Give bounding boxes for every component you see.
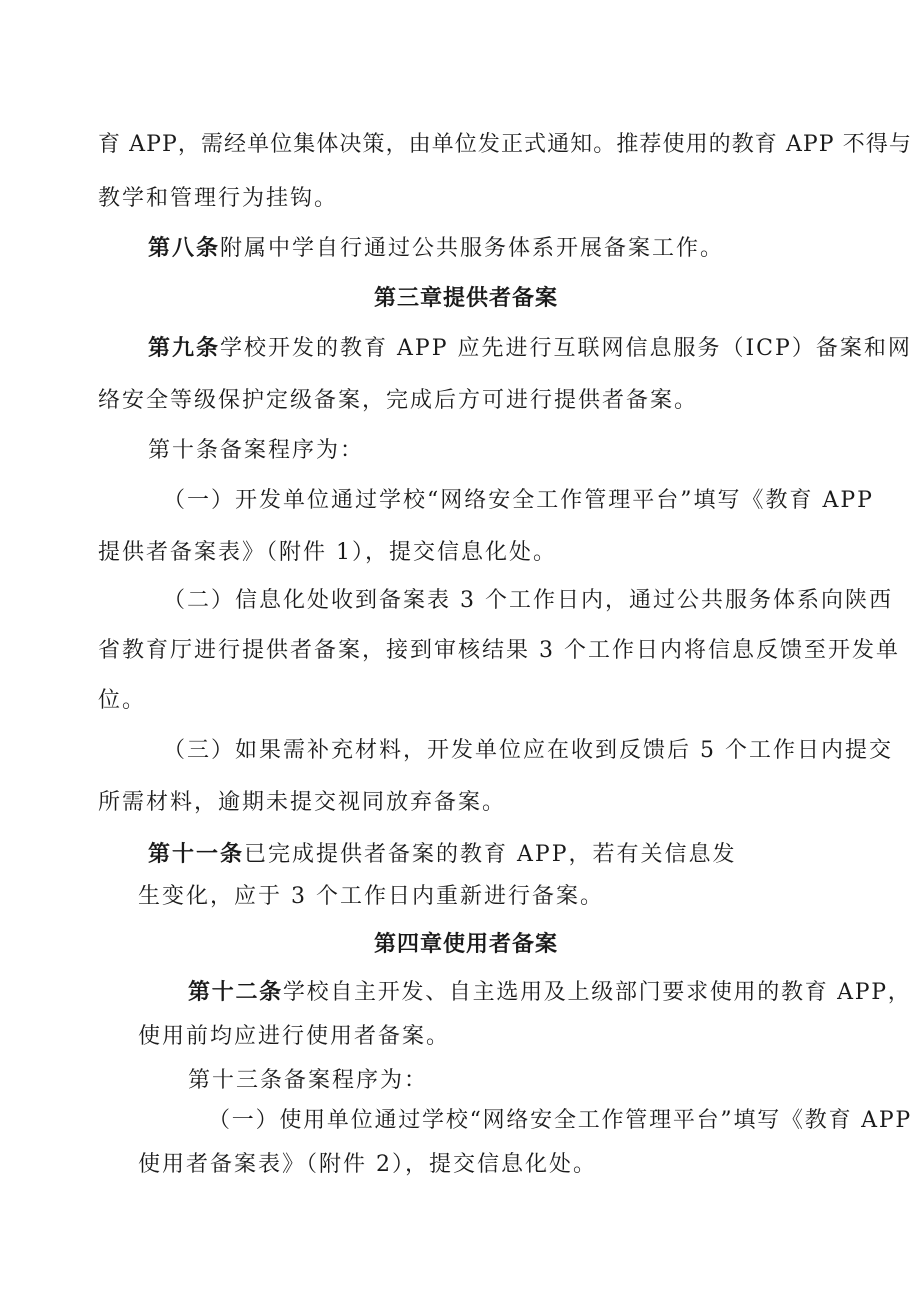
article-text: 学校开发的教育 APP 应先进行互联网信息服务（ICP）备案和网: [220, 336, 912, 361]
chapter-4-heading: 第四章使用者备案: [374, 932, 559, 957]
article-9: [148, 334, 912, 364]
article-label: 第十二条: [188, 980, 283, 1005]
article-text: 已完成提供者备案的教育 APP，若有关信息发: [244, 842, 737, 867]
list-item-line: （三）如果需补充材料，开发单位应在收到反馈后 5 个工作日内提交: [163, 738, 893, 763]
list-item-line: 提供者备案表》（附件 1），提交信息化处。: [98, 540, 557, 565]
paragraph-line: 使用前均应进行使用者备案。: [138, 1024, 451, 1049]
article-10: 第十条备案程序为：: [148, 438, 365, 463]
article-13: 第十三条备案程序为：: [188, 1068, 429, 1093]
paragraph-line: 育 APP，需经单位集体决策，由单位发正式通知。推荐使用的教育 APP 不得与: [98, 132, 912, 157]
paragraph-line: 络安全等级保护定级备案，完成后方可进行提供者备案。: [98, 388, 699, 413]
list-item-line: （一）使用单位通过学校“网络安全工作管理平台”填写《教育 APP: [208, 1108, 912, 1133]
article-11: [148, 840, 737, 870]
article-text: 附属中学自行通过公共服务体系开展备案工作。: [220, 236, 725, 261]
list-item-line: 省教育厅进行提供者备案，接到审核结果 3 个工作日内将信息反馈至开发单: [98, 638, 900, 663]
list-item-line: 位。: [98, 688, 147, 713]
article-label: 第九条: [148, 336, 221, 361]
list-item-line: 使用者备案表》（附件 2），提交信息化处。: [138, 1152, 597, 1177]
list-item-line: 所需材料，逾期未提交视同放弃备案。: [98, 790, 507, 815]
list-item-line: （一）开发单位通过学校“网络安全工作管理平台”填写《教育 APP: [163, 488, 874, 513]
paragraph-line: 生变化，应于 3 个工作日内重新进行备案。: [138, 884, 604, 909]
chapter-3-heading: 第三章提供者备案: [374, 286, 559, 311]
article-12: [188, 978, 912, 1008]
paragraph-line: 教学和管理行为挂钩。: [98, 186, 339, 211]
list-item-line: （二）信息化处收到备案表 3 个工作日内，通过公共服务体系向陕西: [163, 588, 893, 613]
article-text: 学校自主开发、自主选用及上级部门要求使用的教育 APP，: [282, 980, 912, 1005]
article-label: 第十一条: [148, 842, 245, 867]
article-8: [148, 234, 724, 264]
article-label: 第八条: [148, 236, 221, 261]
